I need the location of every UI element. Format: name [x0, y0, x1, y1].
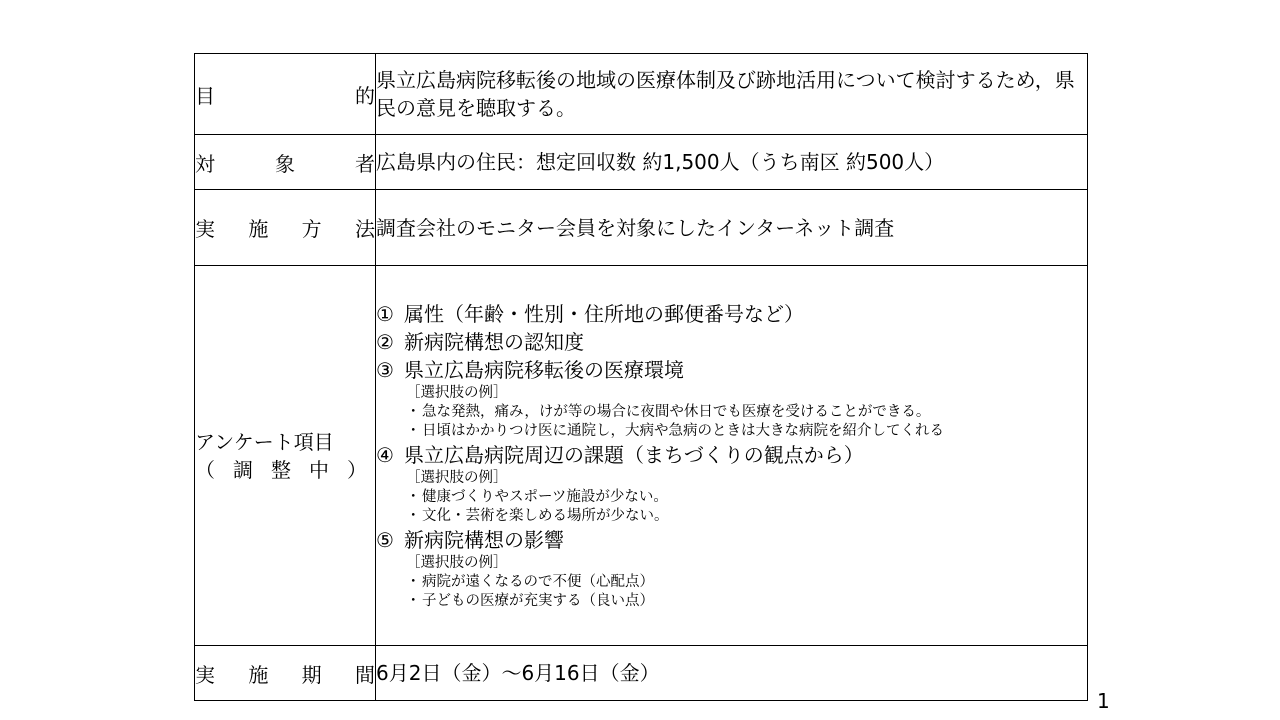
- example-text: 病院が遠くなるので不便（心配点）: [422, 574, 654, 590]
- example-bullet: [376, 507, 1087, 526]
- example-bullet: [376, 488, 1087, 507]
- bullet-icon: ・: [406, 593, 421, 609]
- bullet-icon: ・: [406, 404, 421, 420]
- label-line: アンケート項目: [195, 429, 334, 454]
- label-char: 法: [354, 217, 375, 241]
- label-char: ）: [347, 457, 367, 482]
- row-value-target: 広島県内の住民：想定回収数 約1,500人（うち南区 約500人）: [376, 135, 1088, 190]
- label-char: 実: [195, 662, 215, 687]
- label-char: 目: [195, 83, 215, 108]
- row-value-survey-items: [376, 266, 1088, 646]
- row-label-method: [195, 190, 376, 266]
- row-value-method: 調査会社のモニター会員を対象にしたインターネット調査: [376, 190, 1088, 266]
- label-char: 期: [301, 662, 322, 687]
- label-char: 調: [233, 457, 253, 482]
- label-char: 間: [354, 662, 375, 687]
- table-row-method: [195, 190, 1088, 266]
- label-char: 的: [355, 83, 375, 108]
- bullet-icon: ・: [406, 489, 421, 505]
- item-number: ②: [376, 330, 394, 354]
- example-bullet: [376, 422, 1087, 441]
- bullet-icon: ・: [406, 423, 421, 439]
- table-row-purpose: [195, 54, 1088, 135]
- example-text: 健康づくりやスポーツ施設が少ない。: [422, 489, 668, 505]
- label-char: 方: [301, 217, 322, 241]
- example-caption: ［選択肢の例］: [406, 385, 508, 401]
- item-title: 県立広島病院移転後の医療環境: [404, 358, 684, 382]
- item-title: 新病院構想の影響: [404, 528, 564, 552]
- row-value-period: 6月2日（金）～6月16日（金）: [376, 646, 1088, 701]
- survey-item: [376, 328, 1087, 356]
- bullet-icon: ・: [406, 574, 421, 590]
- survey-overview-table: [194, 53, 1088, 701]
- row-value-purpose: 県立広島病院移転後の地域の医療体制及び跡地活用について検討するため，県民の意見を聴取する。: [376, 54, 1088, 135]
- bullet-icon: ・: [406, 508, 421, 524]
- example-text: 日頃はかかりつけ医に通院し，大病や急病のときは大きな病院を紹介してくれる: [422, 423, 944, 439]
- label-char: 中: [309, 457, 329, 482]
- table-row-target: [195, 135, 1088, 190]
- item-title: 新病院構想の認知度: [404, 330, 584, 354]
- survey-item: [376, 526, 1087, 554]
- label-char: 象: [275, 151, 295, 176]
- example-text: 文化・芸術を楽しめる場所が少ない。: [422, 508, 669, 524]
- item-number: ③: [376, 358, 394, 382]
- label-char: 施: [248, 217, 269, 241]
- survey-item: [376, 441, 1087, 469]
- example-caption: ［選択肢の例］: [406, 555, 508, 571]
- survey-item: [376, 356, 1087, 384]
- survey-item-list: [376, 300, 1087, 611]
- row-label-survey-items: [195, 266, 376, 646]
- label-char: 実: [195, 217, 215, 241]
- example-bullet: [376, 403, 1087, 422]
- survey-item: [376, 300, 1087, 328]
- row-label-target: [195, 135, 376, 190]
- label-char: 整: [271, 457, 291, 482]
- table-row-survey-items: [195, 266, 1088, 646]
- example-text: 子どもの医療が充実する（良い点）: [422, 593, 654, 609]
- item-number: ①: [376, 302, 394, 326]
- label-char: 対: [195, 151, 215, 176]
- label-char: 施: [248, 662, 269, 687]
- label-char: （: [195, 457, 215, 482]
- page-number: 1: [1097, 689, 1110, 713]
- example-bullet: [376, 573, 1087, 592]
- item-title: 属性（年齢・性別・住所地の郵便番号など）: [404, 302, 804, 326]
- row-label-period: [195, 646, 376, 701]
- item-number: ⑤: [376, 528, 394, 552]
- row-label-purpose: [195, 54, 376, 135]
- label-char: 者: [355, 151, 375, 176]
- table-row-period: [195, 646, 1088, 701]
- example-caption: ［選択肢の例］: [406, 470, 508, 486]
- example-text: 急な発熱，痛み，けが等の場合に夜間や休日でも医療を受けることができる。: [422, 404, 931, 420]
- item-title: 県立広島病院周辺の課題（まちづくりの観点から）: [404, 443, 864, 467]
- item-number: ④: [376, 443, 394, 467]
- example-bullet: [376, 592, 1087, 611]
